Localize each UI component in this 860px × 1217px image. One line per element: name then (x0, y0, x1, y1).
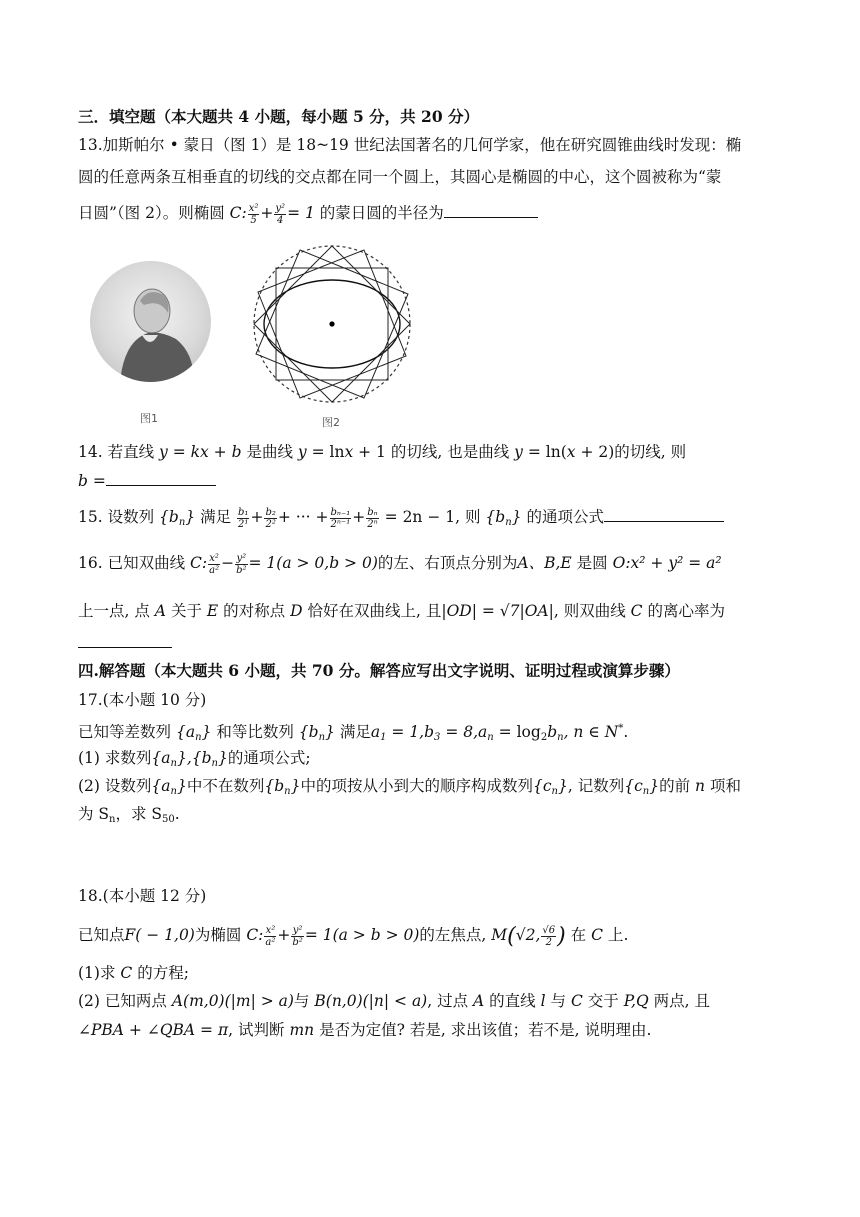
q16-line2: 上一点, 点 A 关于 E 的对称点 D 恰好在双曲线上, 且|OD| = √7|OA|, 则双曲线 C 的离心率为 (78, 602, 725, 620)
q18-stem: 已知点F( − 1,0)为椭圆 C: $\frac{\text{x²}}{\text{a²}}$ + $\frac{\text{y²}}{\text{b²}}$ = 1(a > b > 0)的左焦点, M(√2, $\frac{√6}{2}$ ) 在 C 上. (78, 924, 629, 949)
q15-text-prefix: 15. 设数列 (78, 508, 155, 526)
q16-text-prefix: 16. 已知双曲线 (78, 554, 186, 572)
q17-log: $\log_2b_n$, n ∈ N*. (516, 723, 629, 743)
q15-seq: $\{b_n\}$ (159, 508, 196, 528)
q16-text-mid2: 是圆 (576, 554, 608, 572)
q17-part2: (2) 设数列$\{a_n\}$中不在数列$\{b_n\}$中的项按从小到大的顺序构成数列$\{c_n\}$, 记数列$\{c_n\}$的前 n 项和 (78, 777, 741, 797)
q14-line1 (78, 441, 686, 463)
q16-text-2f: 的离心率为 (647, 602, 725, 620)
q17-p1b-text: 的通项公式; (227, 749, 311, 767)
q16-text-2e: , 则双曲线 (553, 602, 626, 620)
q18-point-m: M(√2, $\frac{√6}{2}$ ) (491, 924, 566, 949)
q18-text-a: 已知点 (78, 926, 125, 944)
section3-heading: 三．填空题（本大题共 4 小题，每小题 5 分，共 20 分） (78, 107, 480, 126)
q16-line1: 16. 已知双曲线 C: $\frac{\text{x²}}{\text{a²}}$ − $\frac{\text{y²}}{\text{b²}}$ = 1(a > 0,b > 0)的左、右顶点分别为A、B,E 是圆 O:x² + y² = a² (78, 552, 722, 576)
q17-part1: (1) 求数列$\{a_n\},\{b_n\}$的通项公式; (78, 749, 311, 769)
q17-text-a: 已知等差数列 (78, 723, 172, 741)
q16-answer-blank (78, 647, 172, 648)
q18-p2b-text: 与 (293, 992, 310, 1010)
q18-ellipse-eq: C: $\frac{\text{x²}}{\text{a²}}$ + $\frac{\text{y²}}{\text{b²}}$ = 1(a > b > 0) (246, 924, 420, 948)
q14-text-a: 14. 若直线 (78, 443, 155, 461)
q15-line: 15. 设数列 $\{b_n\}$ 满足 $\frac{\text{b₁}}{\text{2¹}}$ + $\frac{\text{b₂}}{\text{2²}}$ + ··· + $\frac{\text{bₙ₋₁}}{\text{2ⁿ⁻¹}}$ + $\frac{\text{bₙ}}{\text{2ⁿ}}$ = 2n − 1, 则 $\{b_n\}$ 的通项公式 (78, 506, 724, 534)
monge-circle-diagram (250, 242, 420, 412)
q13-line3-prefix: 日圆”（图 2）。则椭圆 (78, 204, 225, 222)
q18-p2f-text: 交于 (587, 992, 619, 1010)
monge-portrait (90, 261, 211, 382)
q13-line3-suffix: 的蒙日圆的半径为 (319, 204, 444, 222)
q16-text-2d: 恰好在双曲线上, 且 (307, 602, 442, 620)
q18-text-b: 为椭圆 (194, 926, 242, 944)
fig2-caption: 图2 (322, 416, 340, 429)
q14-curve1-rhs: lnx + 1 (329, 443, 386, 461)
q17-stem: 已知等差数列 $\{a_n\}$ 和等比数列 $\{b_n\}$ 满足$a_1 = 1,b_3 = 8,a_n = \log_2b_n$, n ∈ N*. (78, 723, 629, 743)
q14-curve1-eq: y = (297, 443, 330, 461)
q18-p1b-text: 的方程; (137, 964, 189, 982)
q13-answer-blank (444, 203, 538, 218)
q18-p2e-text: 与 (550, 992, 567, 1010)
q16-text-2a: 上一点, 点 (78, 602, 150, 620)
q18-title: 18.(本小题 12 分) (78, 887, 207, 905)
q18-p2d-text: 的直线 (489, 992, 536, 1010)
q14-line-eq: y = kx + b (159, 443, 242, 461)
q17-text-b: 和等比数列 (216, 723, 294, 741)
q16-text-2b: 关于 (170, 602, 202, 620)
q14-answer-blank (106, 471, 216, 486)
q18-text-d: 在 (570, 926, 587, 944)
q16-condition: |OD| = √7|OA| (441, 602, 554, 620)
q14-text-b: 是曲线 (246, 443, 293, 461)
q15-answer-blank (604, 507, 724, 522)
q17-p2i-text: . (174, 805, 180, 823)
q17-p1-text: (1) 求数列 (78, 749, 152, 767)
q13-line1: 13.加斯帕尔 • 蒙日（图 1）是 18~19 世纪法国著名的几何学家，他在研究圆锥曲线时发现：椭 (78, 136, 742, 154)
q18-part2-cont: ∠PBA + ∠QBA = π, 试判断 mn 是否为定值? 若是, 求出该值；若不是, 说明理由. (78, 1021, 652, 1039)
q17-p2d-text: , 记数列 (567, 777, 625, 795)
q18-p2a-text: (2) 已知两点 (78, 992, 167, 1010)
q16-text-2c: 的对称点 (223, 602, 286, 620)
q14-text-c: 的切线, 也是曲线 (390, 443, 510, 461)
q13-ellipse-eq: C: $\frac{\text{x²}}{5}$ + $\frac{\text{y²}}{4}$ = 1 (229, 202, 315, 226)
q15-text-after: = 2n − 1, 则 (384, 508, 481, 526)
q17-p2h-text: ，求 S (115, 805, 163, 823)
q14-curve2-eq: y = (514, 443, 546, 461)
q14-b-label: b = (78, 472, 106, 490)
q17-p2a-text: (2) 设数列 (78, 777, 152, 795)
q13-line3 (78, 202, 538, 226)
q14-curve2-rhs: ln(x + 2) (545, 443, 615, 461)
q18-text-c: 的左焦点, (419, 926, 487, 944)
q18-part1: (1)求 C 的方程; (78, 964, 189, 982)
q18-p3b-text: 是否为定值? 若是, 求出该值；若不是, 说明理由. (319, 1021, 652, 1039)
q14-line2 (78, 470, 216, 492)
q17-title: 17.(本小题 10 分) (78, 691, 207, 709)
q15-text-mid: 满足 (200, 508, 232, 526)
q15-seq2: $\{b_n\}$ (485, 508, 522, 528)
q18-p3a-text: , 试判断 (228, 1021, 285, 1039)
q17-part2-cont: 为 $S_n$，求 $S_{50}$. (78, 805, 180, 825)
q18-p1a-text: (1)求 (78, 964, 116, 982)
q13-line2: 圆的任意两条互相垂直的切线的交点都在同一个圆上，其圆心是椭圆的中心，这个圆被称为“蒙 (78, 168, 722, 186)
q17-p2f-text: 项和 (709, 777, 741, 795)
q17-conditions: $a_1 = 1,b_3 = 8,a_n$ = (370, 723, 517, 743)
q17-p2c-text: 中的项按从小到大的顺序构成数列 (300, 777, 533, 795)
q16-hyperbola-eq: C: $\frac{\text{x²}}{\text{a²}}$ − $\frac{\text{y²}}{\text{b²}}$ = 1(a > 0,b > 0) (190, 552, 378, 576)
q18-p2g-text: 两点, 且 (653, 992, 710, 1010)
q17-p2e-text: 的前 (659, 777, 691, 795)
q17-text-c: 满足 (339, 723, 371, 741)
q15-text-suffix: 的通项公式 (526, 508, 604, 526)
q16-circle-eq: O:x² + y² = a² (612, 554, 722, 572)
q18-part2: (2) 已知两点 A(m,0)(|m| > a)与 B(n,0)(|n| < a), 过点 A 的直线 l 与 C 交于 P,Q 两点, 且 (78, 992, 710, 1010)
section4-heading: 四.解答题（本大题共 6 小题，共 70 分。解答应写出文字说明、证明过程或演算步骤） (78, 661, 680, 680)
q14-text-d: 的切线, 则 (614, 443, 687, 461)
q18-p2c-text: , 过点 (427, 992, 469, 1010)
q17-p2b-text: 中不在数列 (186, 777, 265, 795)
q17-p2g-text: 为 S (78, 805, 110, 823)
q16-text-mid: 的左、右顶点分别为 (377, 554, 518, 572)
fig1-caption: 图1 (140, 412, 158, 425)
q18-text-e: 上. (607, 926, 629, 944)
